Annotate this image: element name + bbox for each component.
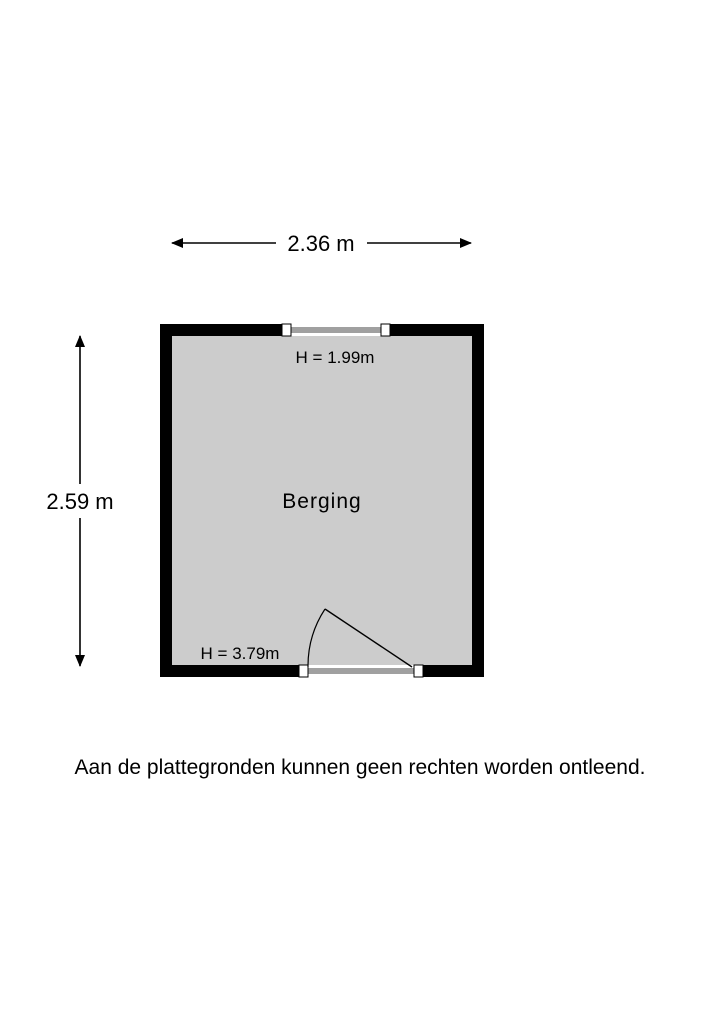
disclaimer-text: Aan de plattegronden kunnen geen rechten worden ontleend. [74,756,646,779]
width-label: 2.36 m [287,231,355,256]
door-height-label: H = 3.79m [200,644,280,663]
window [282,324,390,336]
window-height-label: H = 1.99m [295,348,375,367]
room-name: Berging [282,490,362,513]
room-berging [160,324,484,677]
depth-label: 2.59 m [46,489,114,514]
depth-dimension [46,336,113,666]
width-dimension [172,231,471,256]
